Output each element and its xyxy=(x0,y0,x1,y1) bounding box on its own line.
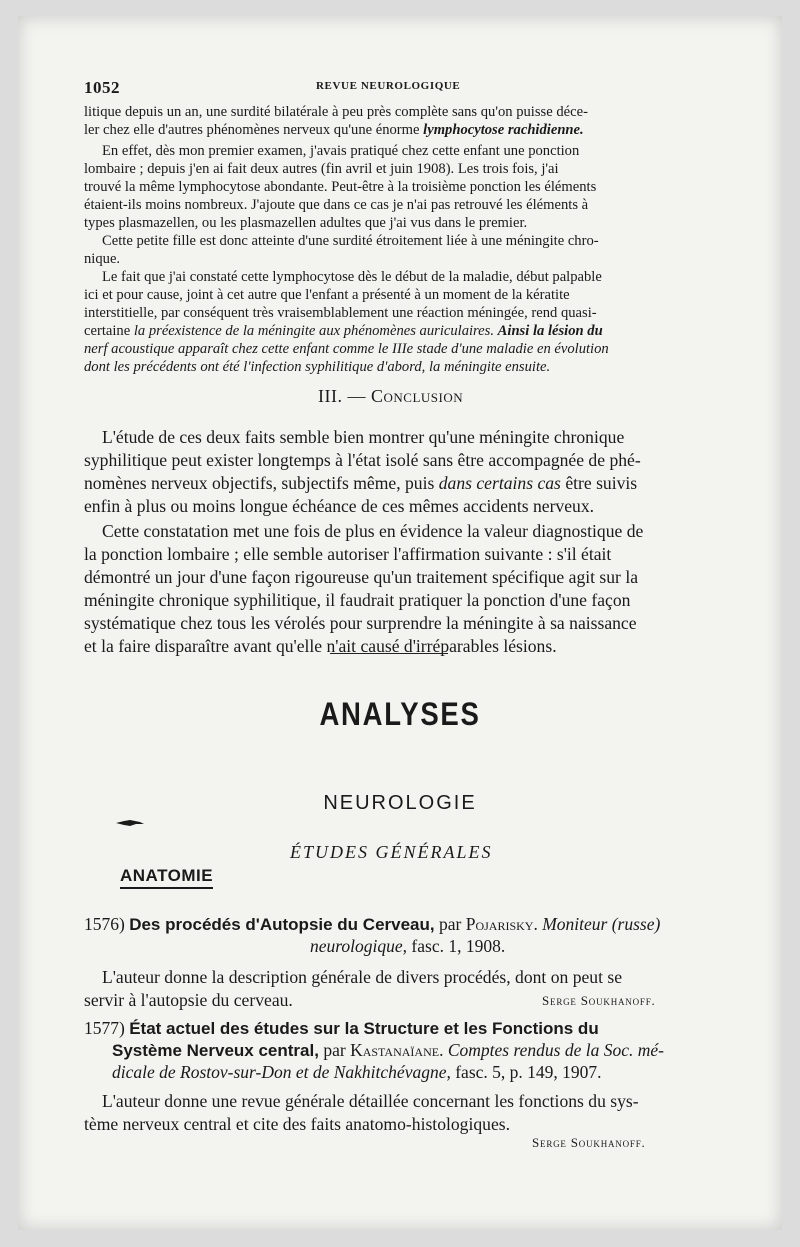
journal-page xyxy=(18,16,782,1230)
category-heading: ANATOMIE xyxy=(120,866,213,889)
text-line: ici et pour cause, joint à cet autre que l'enfant a présenté à un moment de la kératite xyxy=(84,287,570,303)
text-line: ler chez elle d'autres phénomènes nerveux qu'une énorme lymphocytose rachidienne. xyxy=(84,122,584,138)
text-line: servir à l'autopsie du cerveau. xyxy=(84,990,293,1010)
italic-phrase: la préexistence de la méningite aux phénomènes auriculaires. xyxy=(133,323,494,339)
text-line: trouvé la même lymphocytose abondante. Peut-être à la troisième ponction les éléments xyxy=(84,179,597,195)
subsection-title: ÉTUDES GÉNÉRALES xyxy=(290,842,493,862)
entry-heading-cont: Système Nerveux central, par Kastanaïane. Comptes rendus de la Soc. mé- xyxy=(112,1040,664,1060)
italic-phrase: dans certains cas xyxy=(438,473,561,493)
text-line: Cette petite fille est donc atteinte d'une surdité étroitement liée à une méningite chro- xyxy=(102,233,599,249)
neurologie-title: NEUROLOGIE xyxy=(323,792,477,814)
signature: Serge Soukhanoff. xyxy=(532,1135,646,1150)
text-line: L'auteur donne la description générale de divers procédés, dont on peut se xyxy=(102,967,623,987)
text-line: litique depuis un an, une surdité bilatérale à peu près complète sans qu'on puisse déce- xyxy=(84,104,588,120)
entry-source: dicale de Rostov-sur-Don et de Nakhitchévagne, fasc. 5, p. 149, 1907. xyxy=(112,1062,602,1082)
text-line: L'étude de ces deux faits semble bien montrer qu'une méningite chronique xyxy=(102,427,625,447)
entry-heading: 1576) Des procédés d'Autopsie du Cerveau, par Pojarisky. Moniteur (russe) xyxy=(84,914,661,934)
text-line: interstitielle, par conséquent très vraisemblablement une réaction méningée, rend quasi- xyxy=(84,305,597,321)
section-divider xyxy=(330,653,448,654)
signature: Serge Soukhanoff. xyxy=(542,993,656,1008)
pointing-hand-icon xyxy=(116,818,144,828)
text-line: dont les précédents ont été l'infection syphilitique d'abord, la méningite ensuite. xyxy=(84,359,551,375)
running-header: REVUE NEUROLOGIQUE xyxy=(316,80,461,92)
text-line: syphilitique peut exister longtemps à l'état isolé sans être accompagnée de phé- xyxy=(84,450,641,470)
text-line: Cette constatation met une fois de plus en évidence la valeur diagnostique de xyxy=(102,521,644,541)
text-line: certaine la préexistence de la méningite aux phénomènes auriculaires. Ainsi la lésion du xyxy=(84,323,603,339)
text-line: systématique chez tous les vérolés pour surprendre la méningite à sa naissance xyxy=(84,613,637,633)
page-number: 1052 xyxy=(84,78,120,97)
text-line: nique. xyxy=(84,251,121,267)
entry-heading: 1577) État actuel des études sur la Structure et les Fonctions du xyxy=(84,1018,599,1038)
text-line: lombaire ; depuis j'en ai fait deux autres (fin avril et juin 1908). Les trois fois, j'ai xyxy=(84,161,559,177)
text-line: nomènes nerveux objectifs, subjectifs même, puis dans certains cas être suivis xyxy=(84,473,638,493)
text-line: méningite chronique syphilitique, il faudrait pratiquer la ponction d'une façon xyxy=(84,590,631,610)
text-line: étaient-ils moins nombreux. J'ajoute que dans ce cas je n'ai pas retrouvé les éléments à xyxy=(84,197,589,213)
text-line: Le fait que j'ai constaté cette lymphocytose dès le début de la maladie, début palpable xyxy=(102,269,602,285)
analyses-title: ANALYSES xyxy=(319,696,481,732)
text-line: la ponction lombaire ; elle semble autoriser l'affirmation suivante : s'il était xyxy=(84,544,612,564)
entry-source: neurologique, fasc. 1, 1908. xyxy=(310,936,506,956)
text-line: tème nerveux central et cite des faits anatomo-histologiques. xyxy=(84,1114,511,1134)
section-heading: III. — Conclusion xyxy=(318,386,464,406)
text-line: nerf acoustique apparaît chez cette enfant comme le IIIe stade d'une maladie en évolution xyxy=(84,341,609,357)
text-line: types plasmazellen, ou les plasmazellen adultes que j'ai vus dans le premier. xyxy=(84,215,528,231)
text-line: démontré un jour d'une façon rigoureuse qu'un traitement spécifique agit sur la xyxy=(84,567,639,587)
text-line: En effet, dès mon premier examen, j'avais pratiqué chez cette enfant une ponction xyxy=(102,143,580,159)
italic-phrase: Ainsi la lésion du xyxy=(497,323,603,339)
text-line: et la faire disparaître avant qu'elle n'ait causé d'irréparables lésions. xyxy=(84,636,557,656)
italic-term: lymphocytose rachidienne. xyxy=(423,122,584,138)
text-line: enfin à plus ou moins longue échéance de ces mêmes accidents nerveux. xyxy=(84,496,595,516)
text-line: L'auteur donne une revue générale détaillée concernant les fonctions du sys- xyxy=(102,1091,639,1111)
